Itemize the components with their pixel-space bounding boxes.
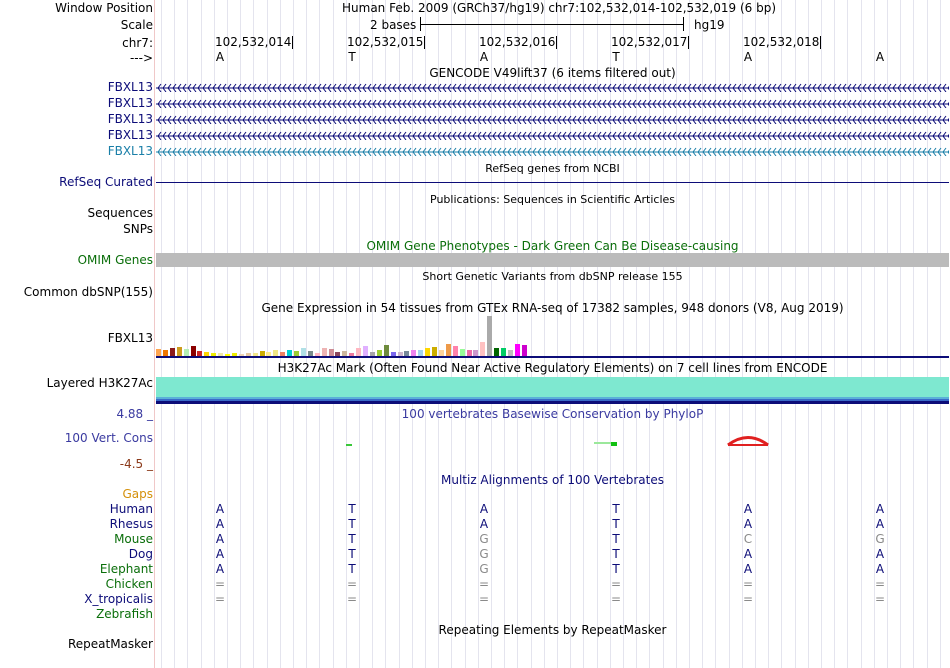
dbsnp-track-title[interactable]: Short Genetic Variants from dbSNP release 155 [422, 270, 683, 283]
reference-base: T [348, 50, 356, 64]
multiz-track-title[interactable]: Multiz Alignments of 100 Vertebrates [440, 473, 665, 487]
multiz-base: T [348, 532, 356, 546]
multiz-base: T [348, 517, 356, 531]
reference-base: A [875, 50, 885, 64]
multiz-base: = [478, 577, 490, 591]
gencode-item-label[interactable]: FBXL13 [107, 96, 153, 110]
multiz-base: A [215, 517, 225, 531]
scale-assembly: hg19 [694, 18, 725, 32]
gtex-baseline [156, 356, 949, 358]
label-separator [154, 0, 155, 668]
gtex-tissue-bars[interactable] [156, 316, 949, 356]
publications-track-title[interactable]: Publications: Sequences in Scientific Articles [430, 193, 675, 206]
multiz-base: = [874, 592, 886, 606]
gtex-tissue-bar[interactable] [184, 349, 189, 356]
ruler-position: 102,532,015 [347, 35, 424, 49]
multiz-species-label[interactable]: Chicken [105, 577, 153, 591]
publications-snps-label[interactable]: SNPs [123, 222, 153, 236]
gtex-tissue-bar[interactable] [170, 348, 175, 356]
multiz-base: = [346, 577, 358, 591]
multiz-base: A [875, 562, 885, 576]
multiz-base: A [743, 562, 753, 576]
gtex-tissue-bar[interactable] [156, 349, 161, 356]
gencode-transcript[interactable] [156, 82, 949, 92]
ruler-position: 102,532,017 [611, 35, 688, 49]
gencode-item-label[interactable]: FBXL13 [107, 80, 153, 94]
multiz-base: T [612, 547, 620, 561]
multiz-base: = [610, 577, 622, 591]
gtex-tissue-bar[interactable] [384, 345, 389, 356]
scale-label: Scale [120, 18, 153, 32]
repeatmasker-label[interactable]: RepeatMasker [67, 637, 153, 651]
gtex-tissue-bar[interactable] [515, 344, 520, 356]
multiz-base: A [215, 547, 225, 561]
multiz-base: C [743, 532, 753, 546]
multiz-base: G [875, 532, 885, 546]
gtex-tissue-bar[interactable] [480, 342, 485, 356]
window-position-label: Window Position [55, 1, 153, 15]
reference-base: A [215, 50, 225, 64]
multiz-base: T [612, 562, 620, 576]
h3k27ac-signal[interactable] [156, 377, 949, 397]
multiz-base: = [346, 592, 358, 606]
multiz-base: T [612, 532, 620, 546]
gtex-tissue-bar[interactable] [453, 346, 458, 356]
multiz-species-label[interactable]: X_tropicalis [84, 592, 153, 606]
multiz-base: = [742, 577, 754, 591]
phylop-track-title[interactable]: 100 vertebrates Basewise Conservation by PhyloP [401, 407, 704, 421]
strand-label: ---> [129, 51, 153, 65]
multiz-base: T [348, 562, 356, 576]
gtex-tissue-bar[interactable] [177, 347, 182, 356]
multiz-base: G [479, 562, 489, 576]
gtex-tissue-bar[interactable] [329, 349, 334, 356]
multiz-base: A [743, 547, 753, 561]
h3k27ac-label[interactable]: Layered H3K27Ac [46, 376, 153, 390]
multiz-species-label[interactable]: Rhesus [109, 517, 153, 531]
gtex-track-title[interactable]: Gene Expression in 54 tissues from GTEx RNA-seq of 17382 samples, 948 donors (V8, Aug 2019) [261, 301, 844, 315]
h3k27ac-track-title[interactable]: H3K27Ac Mark (Often Found Near Active Regulatory Elements) on 7 cell lines from ENCODE [277, 361, 828, 375]
multiz-base: A [215, 562, 225, 576]
phylop-mark [346, 444, 352, 446]
multiz-gaps-label[interactable]: Gaps [122, 487, 153, 501]
multiz-base: = [610, 592, 622, 606]
ruler-position: 102,532,016 [479, 35, 556, 49]
refseq-gene-line[interactable] [156, 182, 949, 183]
multiz-base: T [612, 517, 620, 531]
multiz-species-label[interactable]: Dog [128, 547, 153, 561]
multiz-base: T [348, 502, 356, 516]
multiz-base: = [214, 577, 226, 591]
dbsnp-label[interactable]: Common dbSNP(155) [23, 285, 153, 299]
phylop-min-label: -4.5 _ [119, 457, 153, 471]
multiz-species-label[interactable]: Human [109, 502, 153, 516]
multiz-base: = [478, 592, 490, 606]
multiz-base: G [479, 547, 489, 561]
gencode-track-title[interactable]: GENCODE V49lift37 (6 items filtered out) [429, 66, 676, 80]
multiz-base: A [875, 517, 885, 531]
multiz-base: A [743, 517, 753, 531]
scale-bar [420, 17, 684, 31]
gencode-transcript[interactable] [156, 146, 949, 156]
repeatmasker-track-title[interactable]: Repeating Elements by RepeatMasker [438, 623, 667, 637]
gtex-tissue-bar[interactable] [322, 348, 327, 356]
gtex-label[interactable]: FBXL13 [107, 331, 153, 345]
h3k27ac-baseline [156, 397, 949, 404]
multiz-base: A [215, 502, 225, 516]
multiz-base: A [479, 502, 489, 516]
gtex-tissue-bar[interactable] [363, 346, 368, 356]
multiz-base: A [479, 517, 489, 531]
gtex-tissue-bar[interactable] [487, 316, 492, 356]
chrom-label: chr7: [122, 36, 153, 50]
phylop-label[interactable]: 100 Vert. Cons [64, 431, 153, 445]
ruler-position: 102,532,014 [215, 35, 292, 49]
ruler-position: 102,532,018 [743, 35, 820, 49]
window-position-value: Human Feb. 2009 (GRCh37/hg19) chr7:102,532,014-102,532,019 (6 bp) [342, 1, 777, 15]
gencode-item-label[interactable]: FBXL13 [107, 128, 153, 142]
reference-base: A [479, 50, 489, 64]
gtex-tissue-bar[interactable] [425, 348, 430, 356]
multiz-base: T [612, 502, 620, 516]
phylop-mark [728, 444, 768, 446]
gtex-tissue-bar[interactable] [191, 346, 196, 356]
gtex-tissue-bar[interactable] [494, 348, 499, 356]
gencode-item-label[interactable]: FBXL13 [107, 144, 153, 158]
multiz-species-label[interactable]: Mouse [114, 532, 153, 546]
gtex-tissue-bar[interactable] [522, 345, 527, 356]
gencode-transcript[interactable] [156, 98, 949, 108]
phylop-signal[interactable] [156, 420, 949, 460]
gtex-tissue-bar[interactable] [446, 344, 451, 356]
gtex-tissue-bar[interactable] [432, 347, 437, 356]
multiz-base: = [742, 592, 754, 606]
gtex-tissue-bar[interactable] [501, 348, 506, 356]
multiz-base: = [874, 577, 886, 591]
reference-base: T [612, 50, 620, 64]
omim-gene-bar[interactable] [156, 253, 949, 267]
multiz-base: G [479, 532, 489, 546]
gencode-transcript[interactable] [156, 114, 949, 124]
gencode-transcript[interactable] [156, 130, 949, 140]
publications-sequences-label[interactable]: Sequences [87, 206, 153, 220]
multiz-species-label[interactable]: Zebrafish [96, 607, 153, 621]
multiz-base: A [875, 502, 885, 516]
gencode-item-label[interactable]: FBXL13 [107, 112, 153, 126]
phylop-max-label: 4.88 _ [116, 407, 153, 421]
omim-track-title[interactable]: OMIM Gene Phenotypes - Dark Green Can Be Disease-causing [366, 239, 739, 253]
multiz-base: = [214, 592, 226, 606]
refseq-track-title[interactable]: RefSeq genes from NCBI [485, 162, 620, 175]
gtex-tissue-bar[interactable] [301, 348, 306, 356]
multiz-base: A [743, 502, 753, 516]
omim-label[interactable]: OMIM Genes [77, 253, 153, 267]
multiz-species-label[interactable]: Elephant [99, 562, 153, 576]
reference-base: A [743, 50, 753, 64]
multiz-base: A [215, 532, 225, 546]
phylop-mark [611, 442, 617, 446]
phylop-mark [728, 438, 768, 446]
multiz-base: A [875, 547, 885, 561]
refseq-label[interactable]: RefSeq Curated [59, 175, 153, 189]
gtex-tissue-bar[interactable] [356, 348, 361, 356]
scale-bases: 2 bases [370, 18, 417, 32]
multiz-base: T [348, 547, 356, 561]
gtex-tissue-bar[interactable] [460, 349, 465, 356]
